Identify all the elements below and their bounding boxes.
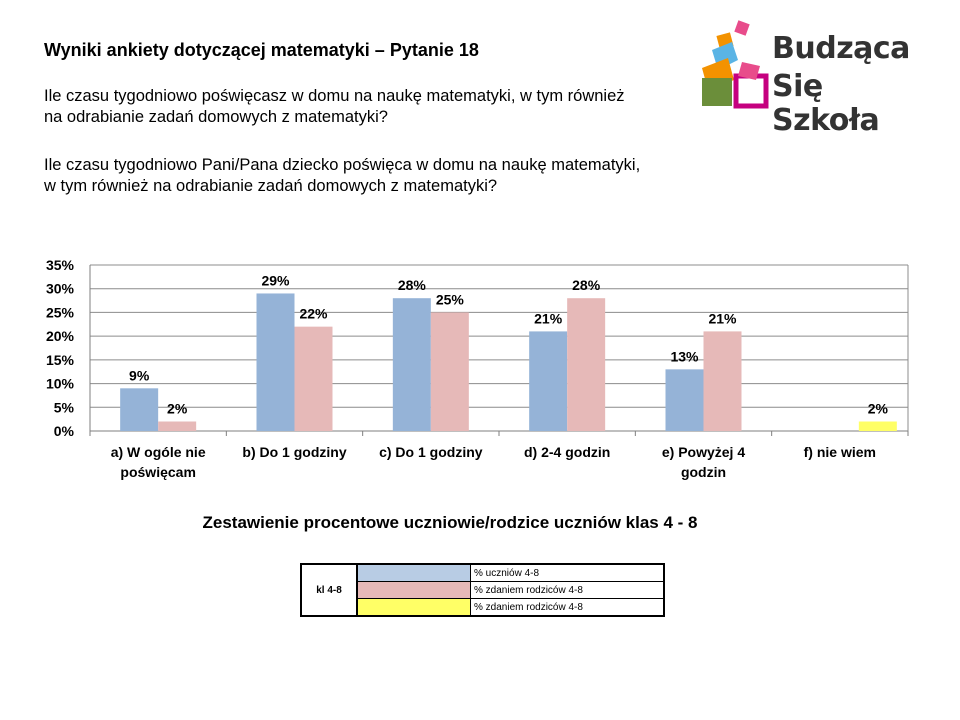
question-students-line2: na odrabianie zadań domowych z matematyki? xyxy=(44,108,388,126)
legend-label-parents: % zdaniem rodziców 4-8 xyxy=(471,582,665,599)
y-tick-label: 30% xyxy=(45,280,74,297)
legend-label-parents-unknown: % zdaniem rodziców 4-8 xyxy=(471,599,665,617)
y-tick-label: 25% xyxy=(45,304,74,321)
data-label: 28% xyxy=(397,277,426,294)
question-parents-line1: Ile czasu tygodniowo Pani/Pana dziecko poświęca w domu na naukę matematyki, xyxy=(44,156,641,174)
data-label: 21% xyxy=(534,310,563,327)
x-tick-label: b) Do 1 godziny xyxy=(242,444,347,460)
page-title: Wyniki ankiety dotyczącej matematyki – Pytanie 18 xyxy=(44,40,479,60)
question-parents xyxy=(44,155,724,197)
x-tick-label: f) nie wiem xyxy=(803,444,877,460)
chart-subtitle: Zestawienie procentowe uczniowie/rodzice uczniów klas 4 - 8 xyxy=(202,513,698,532)
data-label: 9% xyxy=(129,367,150,384)
logo-mark-icon xyxy=(698,20,770,112)
bar xyxy=(295,327,333,431)
bar xyxy=(120,388,158,431)
legend-swatch-parents xyxy=(357,582,471,599)
data-label: 13% xyxy=(670,348,699,365)
bar xyxy=(859,422,897,431)
bar-chart xyxy=(0,240,960,500)
data-label: 2% xyxy=(167,400,188,417)
x-tick-label: poświęcam xyxy=(120,464,196,480)
x-tick-label: d) 2-4 godzin xyxy=(524,444,611,460)
y-tick-label: 0% xyxy=(53,423,74,439)
x-tick-label: e) Powyżej 4 xyxy=(661,444,746,460)
y-tick-label: 20% xyxy=(45,328,74,345)
x-tick-label: godzin xyxy=(680,464,727,480)
bar xyxy=(567,298,605,431)
data-label: 22% xyxy=(299,305,328,322)
y-tick-label: 10% xyxy=(45,375,74,392)
bar xyxy=(666,369,704,431)
bar xyxy=(704,331,742,431)
bar xyxy=(529,331,567,431)
bar xyxy=(393,298,431,431)
y-tick-label: 15% xyxy=(45,351,74,368)
logo-line2: Się Szkoła xyxy=(772,69,880,138)
legend-swatch-students xyxy=(357,564,471,582)
bar xyxy=(158,422,196,431)
legend-group-label: kl 4-8 xyxy=(301,564,357,616)
logo xyxy=(698,20,938,138)
data-label: 29% xyxy=(261,272,290,289)
data-label: 21% xyxy=(708,310,737,327)
data-label: 2% xyxy=(867,400,888,417)
legend-label-students: % uczniów 4-8 xyxy=(471,564,665,582)
question-parents-line2: w tym również na odrabianie zadań domowych z matematyki? xyxy=(44,177,498,195)
x-tick-label: a) W ogóle nie xyxy=(110,444,206,460)
y-tick-label: 35% xyxy=(45,257,74,273)
data-label: 28% xyxy=(572,277,601,294)
data-label: 25% xyxy=(435,291,464,308)
x-tick-label: c) Do 1 godziny xyxy=(379,444,483,460)
question-students-line1: Ile czasu tygodniowo poświęcasz w domu na naukę matematyki, w tym również xyxy=(44,87,625,105)
logo-line1: Budząca xyxy=(772,31,910,66)
legend-table xyxy=(300,563,665,617)
bar xyxy=(257,293,295,431)
legend-swatch-parents-unknown xyxy=(357,599,471,617)
bar xyxy=(431,312,469,431)
question-students xyxy=(44,86,724,128)
legend-row xyxy=(301,564,664,582)
y-tick-label: 5% xyxy=(53,399,74,416)
